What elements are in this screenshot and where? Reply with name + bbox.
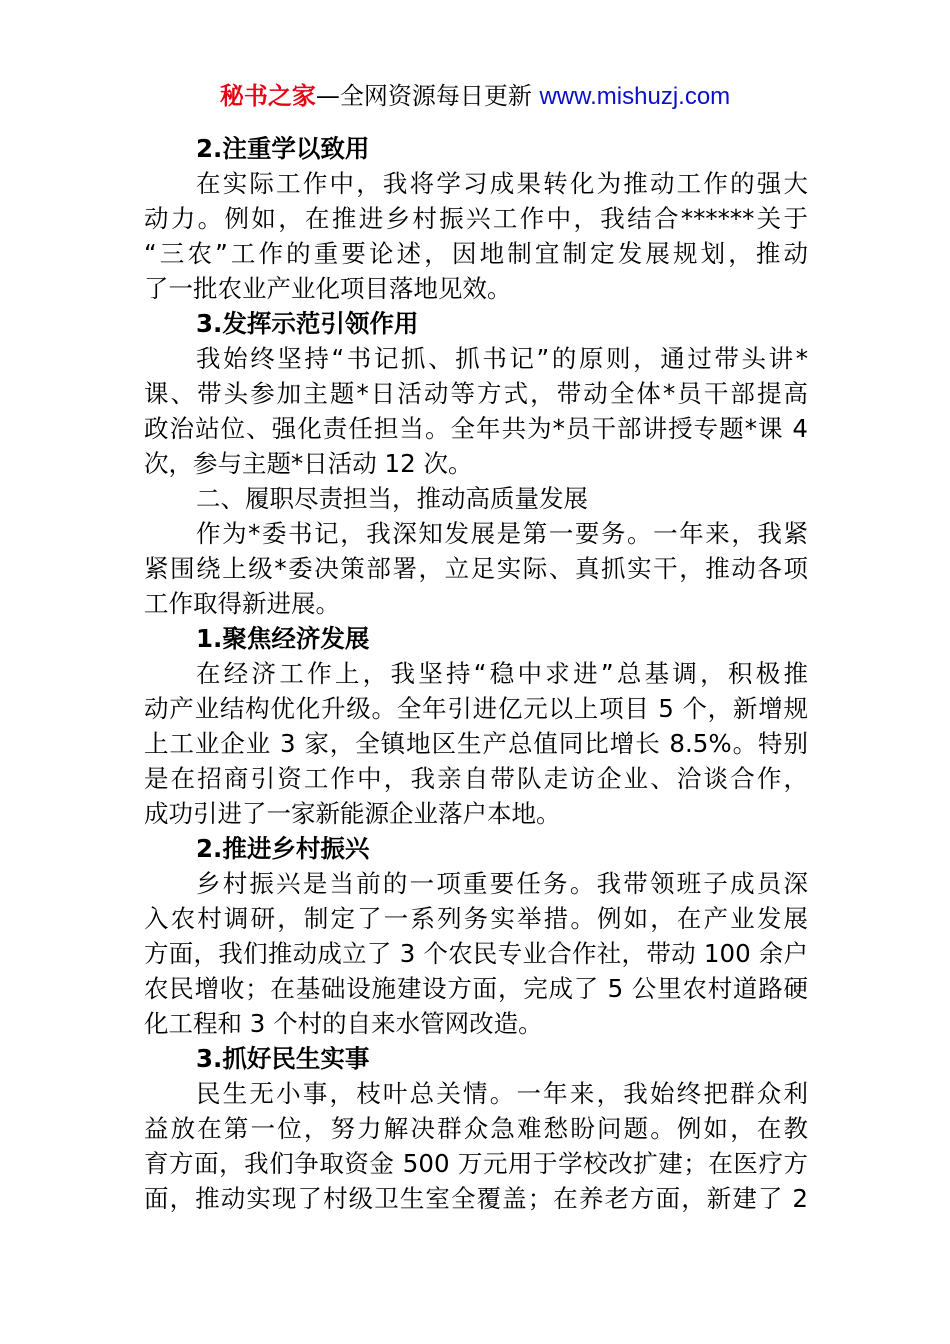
paragraph-line: 上工业企业 3 家，全镇地区生产总值同比增长 8.5%。特别 [144,729,808,758]
paragraph-line: 作为*委书记，我深知发展是第一要务。一年来，我紧 [196,519,808,548]
site-url-link[interactable]: www.mishuzj.com [539,83,731,110]
header-tagline: 全网资源每日更新 [339,82,532,110]
subheading-role-model: 3.发挥示范引领作用 [196,309,419,338]
paragraph-line: 在经济工作上，我坚持“稳中求进”总基调，积极推 [196,659,808,688]
subheading-livelihood: 3.抓好民生实事 [196,1044,370,1073]
header-dash: — [315,82,340,110]
paragraph-line: 成功引进了一家新能源企业落户本地。 [144,799,561,828]
paragraph-line: 育方面，我们争取资金 500 万元用于学校改扩建；在医疗方 [144,1149,808,1178]
paragraph-line: 方面，我们推动成立了 3 个农民专业合作社，带动 100 余户 [144,939,808,968]
subheading-economy: 1.聚焦经济发展 [196,624,370,653]
paragraph-line: 农民增收；在基础设施建设方面，完成了 5 公里农村道路硬 [144,974,808,1003]
paragraph-line: 次，参与主题*日活动 12 次。 [144,449,473,478]
paragraph-line: “三农”工作的重要论述，因地制宜制定发展规划，推动 [144,239,808,268]
paragraph-line: 课、带头参加主题*日活动等方式，带动全体*员干部提高 [144,379,808,408]
paragraph-line: 我始终坚持“书记抓、抓书记”的原则，通过带头讲* [196,344,808,373]
section-heading-duty: 二、履职尽责担当，推动高质量发展 [196,484,588,513]
brand-name: 秘书之家 [219,82,316,110]
subheading-apply-learning: 2.注重学以致用 [196,134,370,163]
paragraph-line: 入农村调研，制定了一系列务实举措。例如，在产业发展 [144,904,808,933]
paragraph-line: 益放在第一位，努力解决群众急难愁盼问题。例如，在教 [144,1114,808,1143]
paragraph-line: 紧围绕上级*委决策部署，立足实际、真抓实干，推动各项 [144,554,808,583]
paragraph-line: 政治站位、强化责任担当。全年共为*员干部讲授专题*课 4 [144,414,808,443]
paragraph-line: 动产业结构优化升级。全年引进亿元以上项目 5 个，新增规 [144,694,808,723]
paragraph-line: 民生无小事，枝叶总关情。一年来，我始终把群众利 [196,1079,808,1108]
paragraph-line: 了一批农业产业化项目落地见效。 [144,274,512,303]
subheading-rural: 2.推进乡村振兴 [196,834,370,863]
paragraph-line: 在实际工作中，我将学习成果转化为推动工作的强大 [196,169,808,198]
paragraph-line: 动力。例如，在推进乡村振兴工作中，我结合******关于 [144,204,808,233]
paragraph-line: 化工程和 3 个村的自来水管网改造。 [144,1009,543,1038]
paragraph-line: 面，推动实现了村级卫生室全覆盖；在养老方面，新建了 2 [144,1184,808,1213]
paragraph-line: 工作取得新进展。 [144,589,340,618]
paragraph-line: 乡村振兴是当前的一项重要任务。我带领班子成员深 [196,869,808,898]
paragraph-line: 是在招商引资工作中，我亲自带队走访企业、洽谈合作， [144,764,808,793]
site-header [0,80,950,113]
document-body [144,131,808,1216]
